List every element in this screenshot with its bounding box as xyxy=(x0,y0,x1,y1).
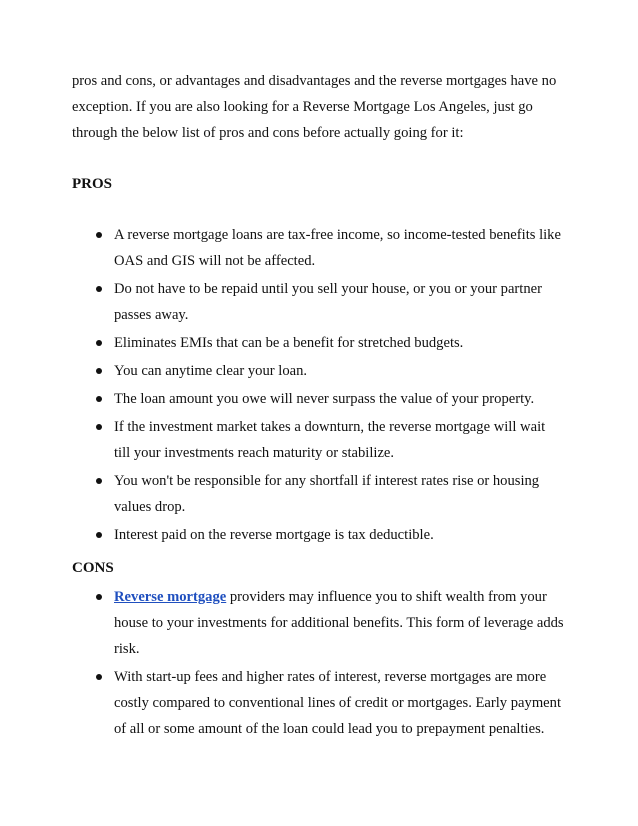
list-item xyxy=(72,522,572,548)
reverse-mortgage-link[interactable]: Reverse mortgage xyxy=(114,589,227,605)
bullet-icon xyxy=(96,286,102,292)
list-item xyxy=(72,386,572,412)
list-item-line: risk. xyxy=(114,641,140,657)
list-item-first-line xyxy=(114,584,572,610)
list-item-line: costly compared to conventional lines of credit or mortgages. Early payment xyxy=(114,695,561,711)
bullet-icon xyxy=(96,424,102,430)
list-item-line: Do not have to be repaid until you sell your house, or you or your partner xyxy=(114,281,542,297)
list-item xyxy=(72,414,572,466)
list-item-line: A reverse mortgage loans are tax-free income, so income-tested benefits like xyxy=(114,227,561,243)
intro-line: through the below list of pros and cons before actually going for it: xyxy=(72,125,464,141)
intro-line: pros and cons, or advantages and disadvantages and the reverse mortgages have no xyxy=(72,73,557,89)
list-item xyxy=(72,584,572,662)
list-item-line: values drop. xyxy=(114,499,186,515)
list-item-text: providers may influence you to shift wealth from your xyxy=(226,589,547,605)
list-item-line: house to your investments for additional benefits. This form of leverage adds xyxy=(114,615,564,631)
list-item-line: Eliminates EMIs that can be a benefit for stretched budgets. xyxy=(114,335,464,351)
list-item-line: With start-up fees and higher rates of interest, reverse mortgages are more xyxy=(114,669,547,685)
list-item-line: You can anytime clear your loan. xyxy=(114,363,308,379)
bullet-icon xyxy=(96,396,102,402)
list-item-line: till your investments reach maturity or stabilize. xyxy=(114,445,395,461)
intro-paragraph xyxy=(72,68,572,146)
bullet-icon xyxy=(96,478,102,484)
pros-heading: PROS xyxy=(72,176,113,192)
list-item xyxy=(72,276,572,328)
intro-line: exception. If you are also looking for a Reverse Mortgage Los Angeles, just go xyxy=(72,99,533,115)
list-item-line: You won't be responsible for any shortfall if interest rates rise or housing xyxy=(114,473,540,489)
cons-heading: CONS xyxy=(72,560,114,576)
list-item-line: The loan amount you owe will never surpass the value of your property. xyxy=(114,391,535,407)
pros-list xyxy=(72,222,572,550)
list-item-line: If the investment market takes a downturn, the reverse mortgage will wait xyxy=(114,419,546,435)
list-item xyxy=(72,468,572,520)
list-item-line: of all or some amount of the loan could lead you to prepayment penalties. xyxy=(114,721,545,737)
bullet-icon xyxy=(96,674,102,680)
bullet-icon xyxy=(96,232,102,238)
bullet-icon xyxy=(96,532,102,538)
list-item xyxy=(72,664,572,742)
cons-list xyxy=(72,584,572,744)
bullet-icon xyxy=(96,340,102,346)
bullet-icon xyxy=(96,594,102,600)
list-item xyxy=(72,222,572,274)
list-item xyxy=(72,358,572,384)
list-item-line: Interest paid on the reverse mortgage is tax deductible. xyxy=(114,527,434,543)
list-item-line: OAS and GIS will not be affected. xyxy=(114,253,316,269)
list-item xyxy=(72,330,572,356)
bullet-icon xyxy=(96,368,102,374)
list-item-line: passes away. xyxy=(114,307,189,323)
